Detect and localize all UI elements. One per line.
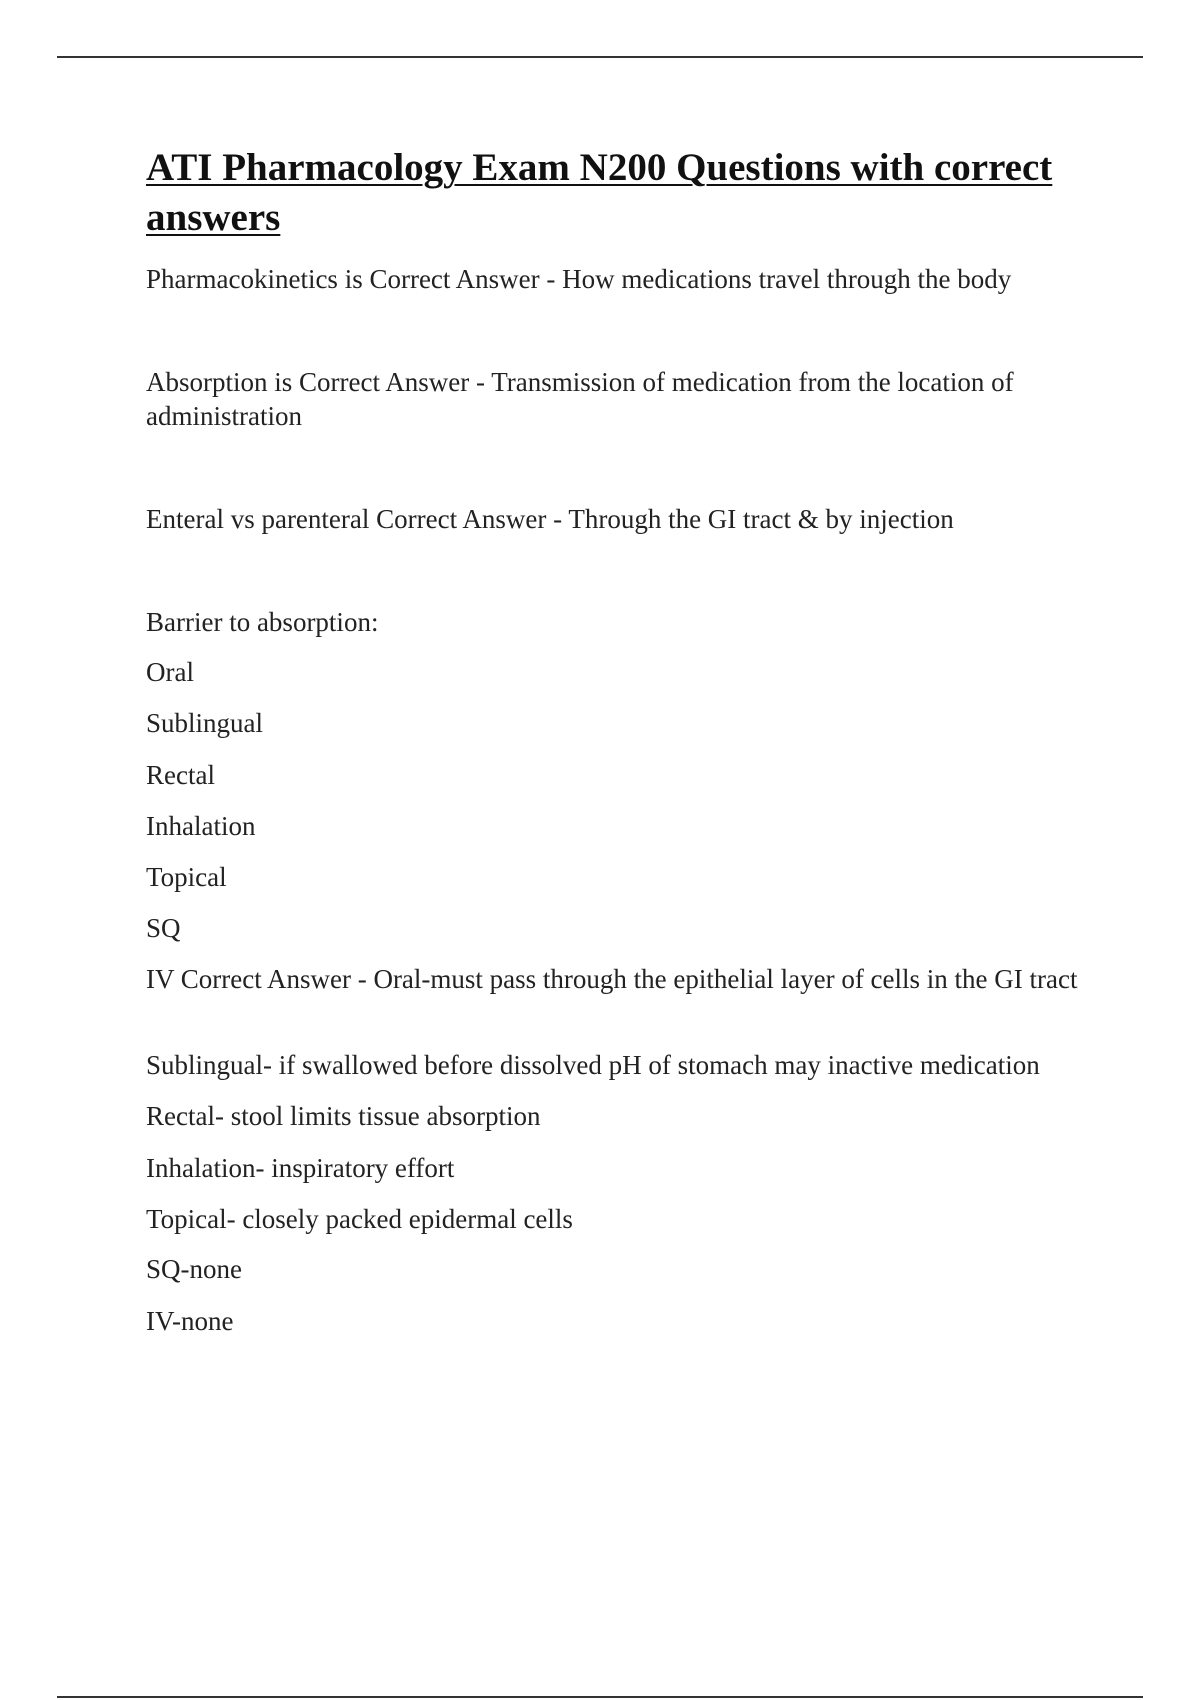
entry-pharmacokinetics: Pharmacokinetics is Correct Answer - How medications travel through the body bbox=[146, 264, 1012, 294]
entry-oral: Oral bbox=[146, 657, 194, 687]
entry-rectal-answer: Rectal- stool limits tissue absorption bbox=[146, 1101, 541, 1131]
document-title: ATI Pharmacology Exam N200 Questions with correct answers bbox=[146, 146, 1053, 239]
entry-sublingual: Sublingual bbox=[146, 708, 264, 738]
entry-topical-answer: Topical- closely packed epidermal cells bbox=[146, 1204, 573, 1234]
entry-rectal: Rectal bbox=[146, 760, 215, 790]
entry-iv-none: IV-none bbox=[146, 1306, 234, 1336]
entry-absorption: Absorption is Correct Answer - Transmission of medication from the location of administration bbox=[146, 367, 1014, 431]
bottom-rule bbox=[57, 1696, 1143, 1698]
entry-sublingual-answer: Sublingual- if swallowed before dissolved pH of stomach may inactive medication bbox=[146, 1050, 1040, 1080]
entry-inhalation: Inhalation bbox=[146, 811, 256, 841]
top-rule bbox=[57, 56, 1143, 58]
entry-sq-answer: SQ-none bbox=[146, 1254, 242, 1284]
entry-enteral-vs-parenteral: Enteral vs parenteral Correct Answer - Through the GI tract & by injection bbox=[146, 504, 954, 534]
entry-barrier-to-absorption: Barrier to absorption: bbox=[146, 607, 379, 637]
entry-topical: Topical bbox=[146, 862, 227, 892]
entry-sq: SQ bbox=[146, 913, 181, 943]
entry-inhalation-answer: Inhalation- inspiratory effort bbox=[146, 1153, 455, 1183]
entry-iv-answer: IV Correct Answer - Oral-must pass through the epithelial layer of cells in the GI tract bbox=[146, 964, 1078, 994]
